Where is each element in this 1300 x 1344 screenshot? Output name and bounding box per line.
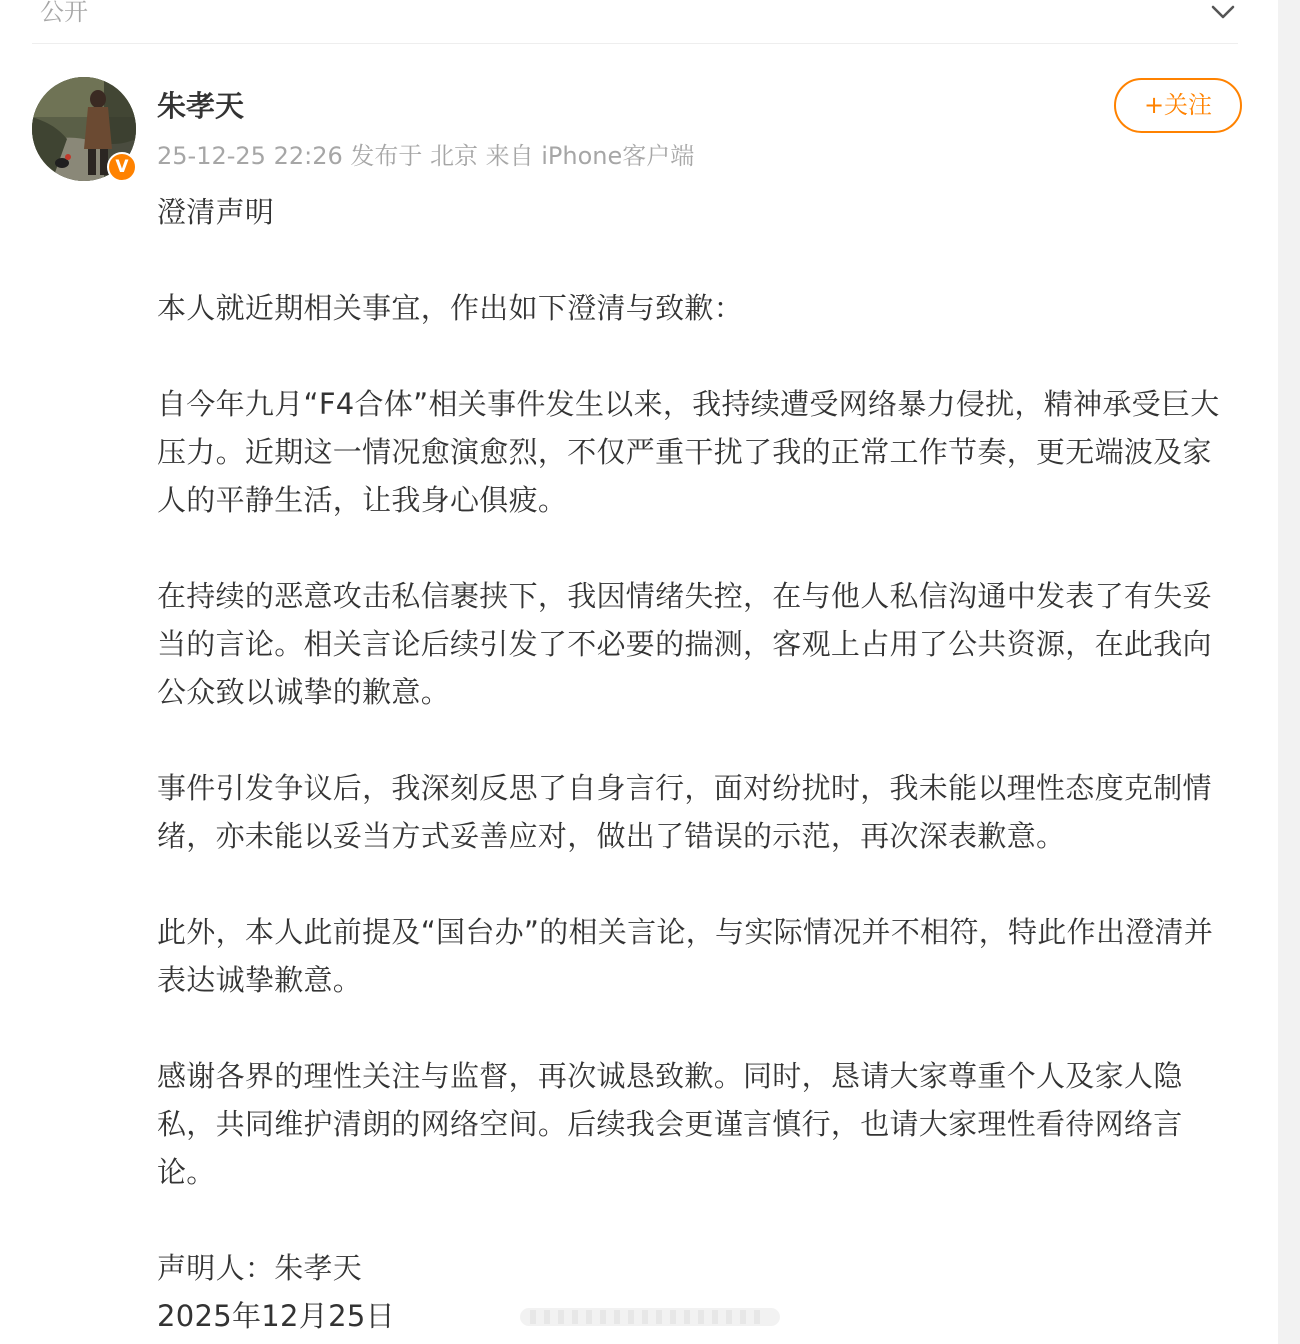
paragraph-3-line-1: 事件引发争议后，我深刻反思了自身言行，面对纷扰时，我未能以理性态度克制情 xyxy=(157,771,1212,805)
paragraph-4-line-1: 此外，本人此前提及“国台办”的相关言论，与实际情况并不相符，特此作出澄清并 xyxy=(157,915,1214,949)
post-meta: 25-12-25 22:26 发布于 北京 来自 iPhone客户端 xyxy=(157,142,695,170)
paragraph-5-line-3: 论。 xyxy=(157,1155,216,1189)
paragraph-2-line-1: 在持续的恶意攻击私信裹挟下，我因情绪失控，在与他人私信沟通中发表了有失妥 xyxy=(157,579,1212,613)
watermark-image xyxy=(520,1300,780,1334)
verified-badge-icon: V xyxy=(107,152,137,182)
post-title: 澄清声明 xyxy=(157,195,275,229)
paragraph-1-line-3: 人的平静生活，让我身心俱疲。 xyxy=(157,483,568,517)
paragraph-1-line-2: 压力。近期这一情况愈演愈烈，不仅严重干扰了我的正常工作节奏，更无端波及家 xyxy=(157,435,1212,469)
signature: 声明人：朱孝天 xyxy=(157,1251,363,1285)
visibility-label: 公开 xyxy=(40,0,88,26)
post-body xyxy=(157,188,1247,1340)
paragraph-5-line-1: 感谢各界的理性关注与监督，再次诚恳致歉。同时，恳请大家尊重个人及家人隐 xyxy=(157,1059,1183,1093)
paragraph-5-line-2: 私，共同维护清朗的网络空间。后续我会更谨言慎行，也请大家理性看待网络言 xyxy=(157,1107,1183,1141)
chevron-down-icon[interactable] xyxy=(1208,0,1238,24)
post-intro: 本人就近期相关事宜，作出如下澄清与致歉： xyxy=(157,291,744,325)
post-date: 2025年12月25日 xyxy=(157,1299,395,1333)
visibility-bar xyxy=(32,0,1238,44)
scrollbar-track[interactable] xyxy=(1278,0,1300,1344)
paragraph-4-line-2: 表达诚挚歉意。 xyxy=(157,963,363,997)
paragraph-3-line-2: 绪，亦未能以妥当方式妥善应对，做出了错误的示范，再次深表歉意。 xyxy=(157,819,1066,853)
author-name[interactable]: 朱孝天 xyxy=(157,89,245,123)
paragraph-2-line-3: 公众致以诚挚的歉意。 xyxy=(157,675,451,709)
follow-button[interactable]: +关注 xyxy=(1114,78,1242,133)
paragraph-2-line-2: 当的言论。相关言论后续引发了不必要的揣测，客观上占用了公共资源，在此我向 xyxy=(157,627,1212,661)
paragraph-1-line-1: 自今年九月“F4合体”相关事件发生以来，我持续遭受网络暴力侵扰，精神承受巨大 xyxy=(157,387,1220,421)
